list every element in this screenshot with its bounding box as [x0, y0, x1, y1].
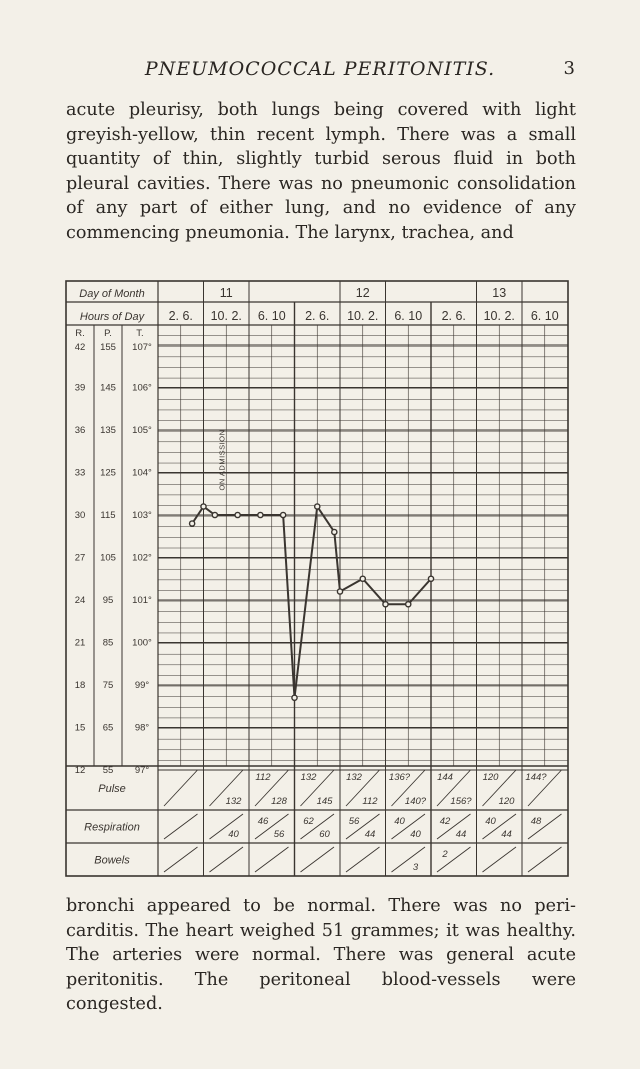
hour-label: 6. 10	[530, 309, 559, 323]
pulse-tick-label: 85	[102, 637, 114, 649]
temperature-line	[192, 507, 431, 698]
pulse-cell-diagonal	[164, 770, 198, 806]
respiration-tick-label: 30	[74, 510, 86, 521]
pulse-value-lower: 120	[498, 796, 515, 807]
respiration-tick-label: 42	[74, 342, 86, 353]
pulse-axis-head: P.	[104, 328, 112, 339]
respiration-value-upper: 56	[348, 816, 360, 827]
pulse-tick-label: 65	[102, 722, 114, 734]
respiration-value-upper: 46	[257, 816, 269, 827]
bowels-cell-diagonal	[483, 847, 517, 872]
respiration-row-label: Respiration	[84, 821, 140, 834]
hour-label: 10. 2.	[210, 309, 242, 323]
hour-label: 10. 2.	[483, 309, 515, 323]
temperature-tick-label: 104°	[132, 467, 152, 479]
temperature-tick-label: 107°	[132, 342, 152, 353]
temperature-tick-label: 99°	[134, 680, 150, 691]
temperature-point	[315, 504, 320, 509]
bowels-cell-diagonal	[392, 847, 426, 872]
temperature-tick-label: 100°	[132, 637, 152, 649]
temperature-axis-head: T.	[136, 328, 144, 339]
pulse-value-lower: 156?	[450, 796, 472, 807]
page-number: 3	[563, 58, 575, 79]
hour-label: 6. 10	[394, 309, 423, 323]
respiration-cell-diagonal	[164, 814, 198, 839]
pulse-value-upper: 132	[300, 772, 317, 783]
pulse-tick-label: 115	[100, 510, 116, 521]
running-title: PNEUMOCOCCAL PERITONITIS.	[144, 58, 496, 80]
respiration-tick-label: 15	[74, 722, 86, 734]
bowels-cell-diagonal	[346, 847, 380, 872]
bowels-cell-diagonal	[164, 847, 198, 872]
respiration-value-lower: 40	[228, 829, 239, 840]
respiration-tick-label: 21	[74, 637, 86, 649]
day-number: 13	[492, 286, 507, 300]
bowels-value-lower: 3	[412, 862, 419, 873]
pulse-tick-label: 105	[100, 552, 116, 564]
respiration-value-lower: 40	[410, 829, 421, 840]
temperature-point	[428, 576, 433, 581]
hour-label: 2. 6.	[168, 309, 193, 323]
respiration-value-lower: 44	[501, 829, 512, 840]
pulse-value-lower: 128	[271, 796, 287, 807]
temperature-point	[337, 589, 342, 594]
respiration-value-upper: 48	[530, 816, 542, 827]
respiration-tick-label: 27	[74, 552, 86, 564]
pulse-value-upper: 120	[482, 772, 499, 783]
bowels-value-upper: 2	[442, 849, 448, 860]
pulse-value-upper: 144	[437, 772, 453, 783]
temperature-tick-label: 106°	[132, 382, 152, 394]
bowels-cell-diagonal	[210, 847, 244, 872]
hour-label: 2. 6.	[305, 309, 330, 323]
respiration-tick-label: 39	[74, 382, 86, 394]
temperature-tick-label: 97°	[134, 765, 150, 776]
temperature-point	[360, 576, 365, 581]
pulse-value-lower: 112	[362, 796, 378, 807]
respiration-tick-label: 12	[74, 765, 86, 776]
pulse-value-lower: 145	[316, 796, 333, 807]
pulse-row-label: Pulse	[98, 783, 126, 795]
hour-label: 6. 10	[257, 309, 286, 323]
temperature-point	[383, 602, 388, 607]
respiration-value-upper: 42	[439, 816, 451, 827]
pulse-tick-label: 95	[102, 595, 114, 606]
bowels-cell-diagonal	[301, 847, 335, 872]
bowels-cell-diagonal	[528, 847, 562, 872]
day-of-month-label: Day of Month	[79, 288, 145, 300]
temperature-point	[258, 512, 263, 517]
pulse-value-upper: 112	[255, 772, 271, 783]
day-number: 12	[355, 286, 370, 300]
respiration-tick-label: 18	[74, 680, 86, 691]
respiration-value-upper: 62	[303, 816, 314, 827]
paragraph-bottom: bronchi appeared to be normal. There was no peri-carditis. The heart weighed 51 grammes; it was healthy. The arteries were normal. There was general acute peritonitis. The peritoneal blood-vessels were congested.	[66, 896, 576, 1015]
temperature-tick-label: 102°	[132, 552, 152, 564]
temperature-point	[406, 602, 411, 607]
temperature-tick-label: 103°	[132, 510, 152, 521]
respiration-value-lower: 60	[319, 829, 330, 840]
temperature-point	[212, 512, 217, 517]
day-number: 11	[219, 286, 233, 300]
pulse-tick-label: 55	[102, 765, 114, 776]
respiration-tick-label: 36	[74, 425, 86, 436]
temperature-tick-label: 98°	[134, 722, 150, 734]
respiration-value-lower: 56	[273, 829, 285, 840]
pulse-tick-label: 135	[100, 425, 116, 436]
temperature-point	[281, 512, 286, 517]
pulse-tick-label: 75	[102, 680, 114, 691]
paragraph-top: acute pleurisy, both lungs being covered with light greyish-yellow, thin recent lymph. There was a small quantity of thin, slightly turbid serous fluid in both pleural cavities. There was no pneumonic consolidation of any part of either lung, and no evidence of any commencing pneumonia. The larynx, trachea, and	[66, 100, 576, 243]
pulse-value-lower: 132	[225, 796, 242, 807]
pulse-value-upper: 132	[346, 772, 362, 783]
temperature-point	[201, 504, 206, 509]
hours-of-day-label: Hours of Day	[79, 311, 145, 323]
pulse-value-lower: 140?	[404, 796, 427, 807]
bowels-cell-diagonal	[255, 847, 289, 872]
temperature-tick-label: 105°	[132, 425, 152, 436]
pulse-tick-label: 155	[100, 342, 116, 353]
pulse-tick-label: 125	[100, 467, 116, 479]
hour-label: 2. 6.	[441, 309, 466, 323]
pulse-value-upper: 144?	[525, 772, 547, 783]
bowels-row-label: Bowels	[94, 854, 130, 867]
respiration-value-upper: 40	[394, 816, 405, 827]
admission-annotation: ON ADMISSION	[217, 429, 227, 491]
respiration-axis-head: R.	[75, 328, 85, 339]
temperature-point	[292, 695, 297, 700]
respiration-value-lower: 44	[455, 829, 467, 840]
temperature-point	[332, 529, 337, 534]
temperature-point	[190, 521, 195, 526]
respiration-value-lower: 44	[364, 829, 376, 840]
respiration-tick-label: 24	[74, 595, 86, 606]
respiration-tick-label: 33	[74, 467, 86, 479]
respiration-value-upper: 40	[485, 816, 496, 827]
pulse-tick-label: 145	[100, 382, 116, 394]
pulse-value-upper: 136?	[388, 772, 411, 783]
temperature-tick-label: 101°	[132, 595, 152, 606]
temperature-point	[235, 512, 240, 517]
hour-label: 10. 2.	[347, 309, 379, 323]
